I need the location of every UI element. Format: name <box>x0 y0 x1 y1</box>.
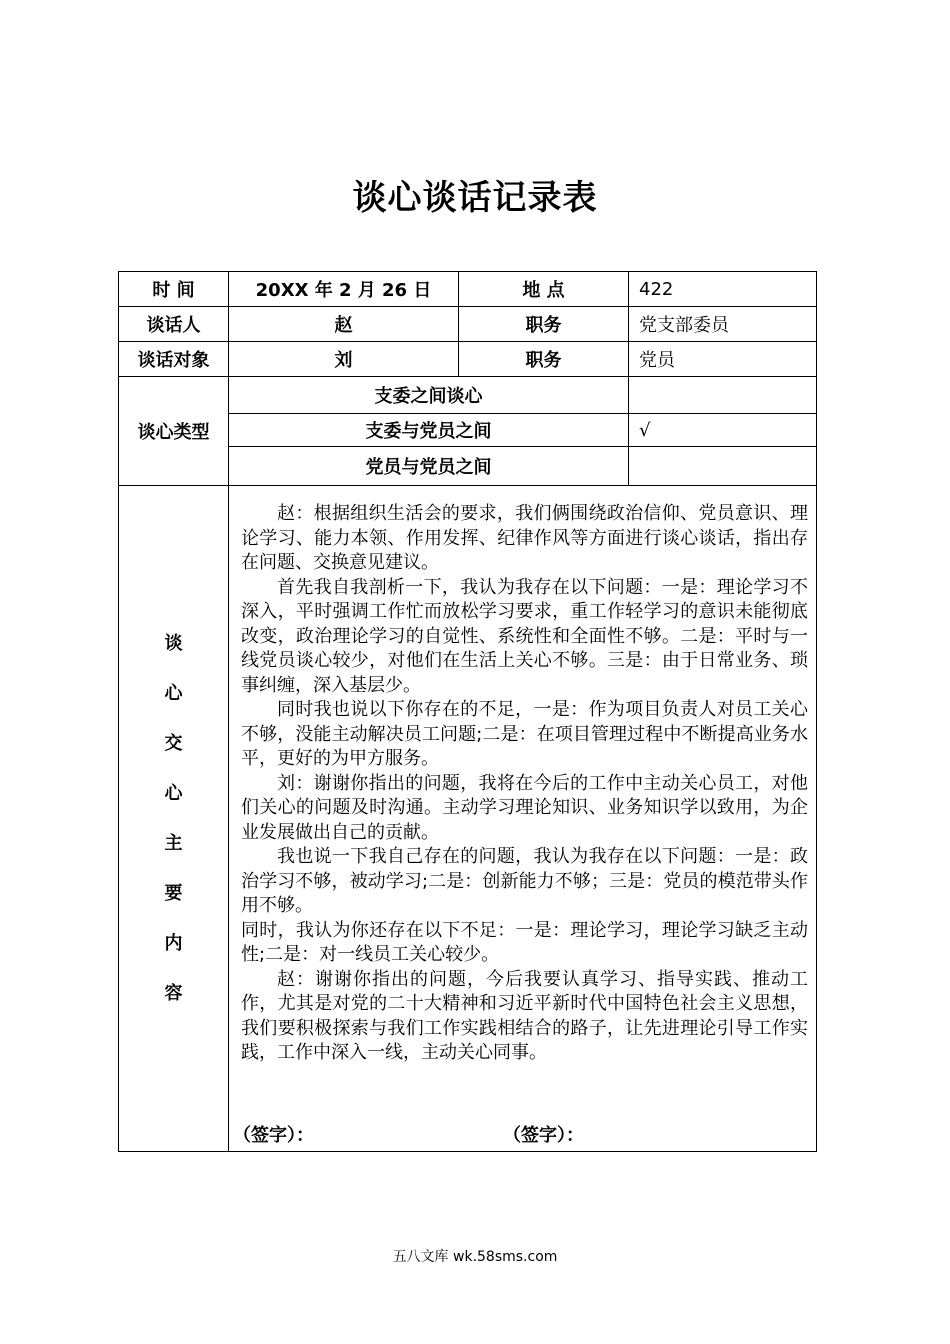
type-row-1 <box>119 377 817 414</box>
content-label-char: 主 <box>164 832 183 854</box>
content-body <box>229 486 817 1152</box>
type-option-mark <box>629 377 817 414</box>
content-paragraph: 赵：根据组织生活会的要求，我们俩围绕政治信仰、党员意识、理论学习、能力本领、作用发挥、纪律作风等方面进行谈心谈话，指出存在问题、交换意见建议。 <box>241 503 808 573</box>
type-option-label: 党员与党员之间 <box>229 447 629 486</box>
content-label-char: 要 <box>164 882 183 904</box>
content-paragraph: 刘：谢谢你指出的问题，我将在今后的工作中主动关心员工，对他们关心的问题及时沟通。主动学习理论知识、业务知识学以致用，为企业发展做出自己的贡献。 <box>241 772 808 843</box>
target-value: 刘 <box>229 342 459 377</box>
content-paragraph: 首先我自我剖析一下，我认为我存在以下问题：一是：理论学习不深入，平时强调工作忙而放松学习要求，重工作轻学习的意识未能彻底改变，政治理论学习的自觉性、系统性和全面性不够。二是：平时与一线党员谈心较少，对他们在生活上关心不够。三是：由于日常业务、琐事纠缠，深入基层少。 <box>241 576 808 696</box>
type-option-label: 支委之间谈心 <box>229 377 629 414</box>
content-label <box>119 486 229 1152</box>
content-paragraph: 我也说一下我自己存在的问题，我认为我存在以下问题：一是：政治学习不够，被动学习;二是：创新能力不够；三是：党员的模范带头作用不够。 <box>241 846 808 916</box>
talker-label: 谈话人 <box>119 307 229 342</box>
content-label-char: 心 <box>164 782 183 804</box>
content-label-char: 容 <box>164 982 183 1004</box>
signature-right: （签字）： <box>503 1125 584 1146</box>
talker-post-value: 党支部委员 <box>629 307 817 342</box>
content-paragraph: 同时我也说以下你存在的不足，一是：作为项目负责人对员工关心不够，没能主动解决员工问题;二是：在项目管理过程中不断提高业务水平，更好的为甲方服务。 <box>241 699 808 769</box>
content-label-char: 心 <box>164 682 183 704</box>
type-label: 谈心类型 <box>119 377 229 486</box>
type-option-mark <box>629 447 817 486</box>
page-title: 谈心谈话记录表 <box>352 178 598 218</box>
content-paragraph: 赵：谢谢你指出的问题，今后我要认真学习、指导实践、推动工作，尤其是对党的二十大精神和习近平新时代中国特色社会主义思想，我们要积极探索与我们工作实践相结合的路子，让先进理论引导工作实践，工作中深入一线，主动关心同事。 <box>241 968 808 1063</box>
content-row <box>119 486 817 1152</box>
time-value: 20XX 年 2 月 26 日 <box>229 272 459 307</box>
type-option-mark: √ <box>629 414 817 447</box>
row-talker <box>119 307 817 342</box>
talker-value: 赵 <box>229 307 459 342</box>
content-label-char: 内 <box>164 932 183 954</box>
row-time <box>119 272 817 307</box>
place-label: 地 点 <box>459 272 629 307</box>
place-value: 422 <box>629 272 817 307</box>
row-target <box>119 342 817 377</box>
signature-left: （签字）： <box>233 1125 314 1146</box>
target-label: 谈话对象 <box>119 342 229 377</box>
type-option-label: 支委与党员之间 <box>229 414 629 447</box>
target-post-label: 职务 <box>459 342 629 377</box>
target-post-value: 党员 <box>629 342 817 377</box>
content-label-char: 谈 <box>164 632 183 654</box>
content-label-char: 交 <box>164 732 183 754</box>
footer-watermark: 五八文库 wk.58sms.com <box>392 1249 558 1265</box>
content-paragraph: 同时，我认为你还存在以下不足：一是：理论学习，理论学习缺乏主动性;二是：对一线员工关心较少。 <box>241 919 808 965</box>
record-table <box>118 271 817 1152</box>
talker-post-label: 职务 <box>459 307 629 342</box>
time-label: 时 间 <box>119 272 229 307</box>
